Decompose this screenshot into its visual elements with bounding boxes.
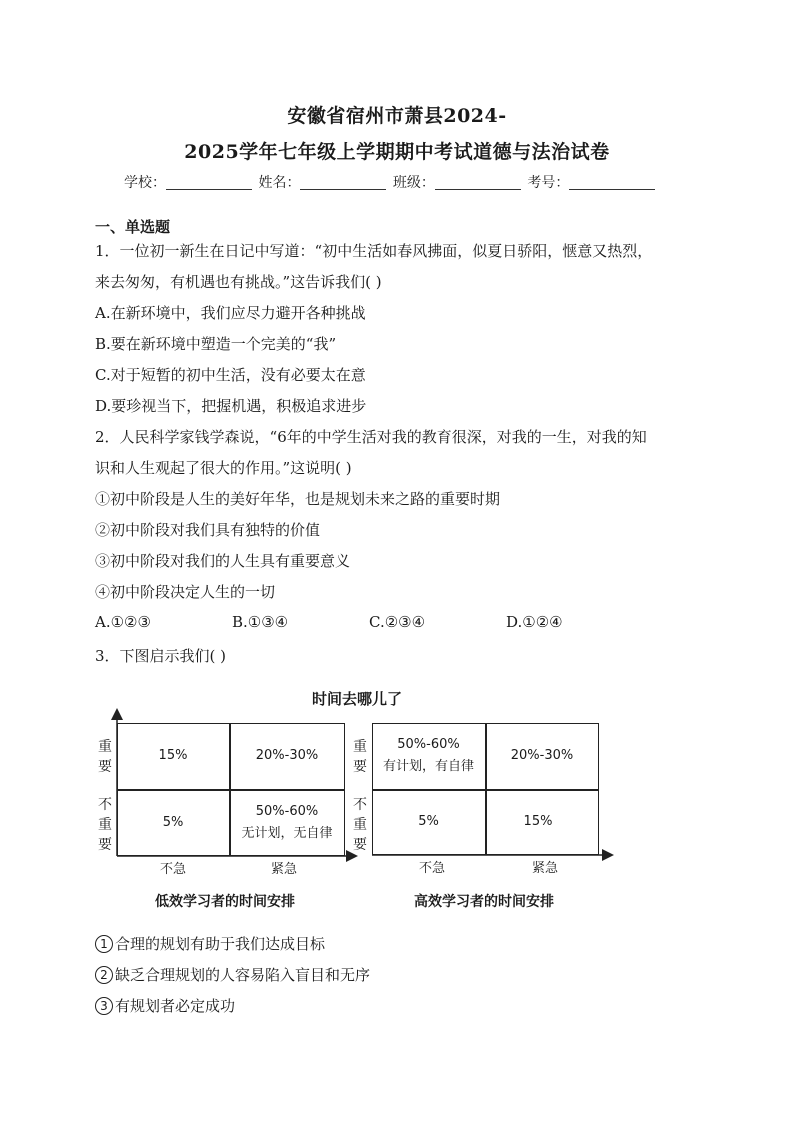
left-x-label-urgent: 紧急 <box>271 862 298 877</box>
name-label: 姓名： <box>258 175 301 191</box>
q2-option-a: A.①②③ <box>95 613 151 631</box>
class-label: 班级： <box>392 175 435 191</box>
q2-stem-line2: 识和人生观起了很大的作用。”这说明( ) <box>95 459 352 477</box>
school-blank <box>166 175 252 190</box>
left-cell-value: 50%-60% <box>255 803 319 819</box>
left-y-label-not-important: 不重要 <box>98 797 112 853</box>
q2-options <box>95 613 643 631</box>
right-cell-note: 有计划，有自律 <box>382 759 474 774</box>
circled-number: 1 <box>95 935 113 953</box>
q3-statement-text: 合理的规划有助于我们达成目标 <box>115 935 326 953</box>
left-cell-important-not-urgent: 15% <box>158 748 188 763</box>
q3-statement-1 <box>95 933 325 954</box>
right-cell-value: 50%-60% <box>397 737 460 752</box>
q2-option-c: C.②③④ <box>369 613 426 631</box>
number-blank <box>569 175 655 190</box>
q2-statement-2: ②初中阶段对我们具有独特的价值 <box>95 521 321 539</box>
q1-option-b: B.要在新环境中塑造一个完美的“我” <box>95 335 337 353</box>
school-label: 学校： <box>124 175 166 191</box>
exam-title-line1: 安徽省宿州市萧县2024- <box>287 105 507 127</box>
right-cell-important-urgent: 20%-30% <box>510 748 574 763</box>
chart-title: 时间去哪儿了 <box>311 690 402 708</box>
q3-stem: 3．下图启示我们( ) <box>95 647 227 665</box>
circled-number: 3 <box>95 997 113 1015</box>
right-x-label-not-urgent: 不急 <box>419 861 446 876</box>
left-cell-not-important-urgent <box>229 789 345 856</box>
q2-statement-3: ③初中阶段对我们的人生具有重要意义 <box>95 552 351 570</box>
q2-option-b: B.①③④ <box>232 613 289 631</box>
left-cell-important-urgent: 20%-30% <box>255 748 319 763</box>
left-cell-note: 无计划，无自律 <box>241 825 333 841</box>
section-title: 一、单选题 <box>95 218 171 236</box>
right-cell-important-not-urgent <box>372 723 485 789</box>
q3-statement-3 <box>95 995 235 1016</box>
left-chart-caption: 低效学习者的时间安排 <box>155 894 295 910</box>
q3-statement-text: 缺乏合理规划的人容易陷入盲目和无序 <box>115 966 371 984</box>
q2-option-d: D.①②④ <box>506 613 563 631</box>
q2-statement-1: ①初中阶段是人生的美好年华，也是规划未来之路的重要时期 <box>95 490 501 508</box>
q2-stem-line1: 2．人民科学家钱学森说，“6年的中学生活对我的教育很深，对我的一生，对我的知 <box>95 428 647 446</box>
right-chart-caption: 高效学习者的时间安排 <box>414 894 554 910</box>
q1-stem-line2: 来去匆匆，有机遇也有挑战。”这告诉我们( ) <box>95 273 382 291</box>
left-x-label-not-urgent: 不急 <box>160 862 187 877</box>
left-cell-not-important-not-urgent: 5% <box>162 814 184 830</box>
class-blank <box>435 175 521 190</box>
name-blank <box>300 175 386 190</box>
right-cell-not-important-not-urgent: 5% <box>418 814 439 829</box>
right-y-label-not-important: 不重要 <box>353 797 367 853</box>
q1-stem-line1: 1．一位初一新生在日记中写道：“初中生活如春风拂面，似夏日骄阳，惬意又热烈， <box>95 242 653 260</box>
q3-statement-text: 有规划者必定成功 <box>115 997 236 1015</box>
student-info-row <box>124 172 657 192</box>
exam-title-line2: 2025学年七年级上学期期中考试道德与法治试卷 <box>184 141 610 163</box>
number-label: 考号： <box>527 175 570 191</box>
right-cell-not-important-urgent: 15% <box>523 814 553 829</box>
q2-statement-4: ④初中阶段决定人生的一切 <box>95 583 276 601</box>
q1-option-d: D.要珍视当下，把握机遇，积极追求进步 <box>95 397 367 415</box>
left-y-label-important: 重要 <box>98 739 112 775</box>
q3-statement-2 <box>95 964 370 985</box>
right-y-label-important: 重要 <box>353 739 367 775</box>
q1-option-c: C.对于短暂的初中生活，没有必要太在意 <box>95 366 366 384</box>
q1-option-a: A.在新环境中，我们应尽力避开各种挑战 <box>95 304 366 322</box>
circled-number: 2 <box>95 966 113 984</box>
right-x-label-urgent: 紧急 <box>532 861 559 876</box>
